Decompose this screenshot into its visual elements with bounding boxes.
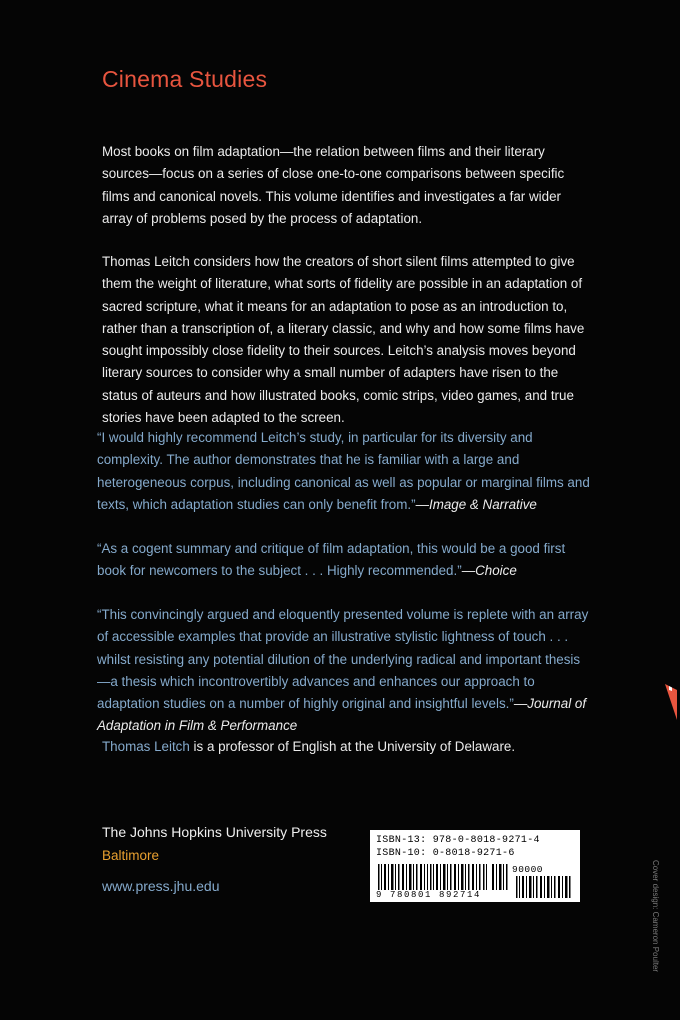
review-source: Choice <box>475 563 517 579</box>
review-text: “This convincingly argued and eloquently presented volume is replete with an array of accessible examples that provide an illustrative stylistic lightness of touch . . . whilst resisting any potential dilution of the underlying radical and important thesis—a thesis which incontrovertibly advances and enhances our approach to adaptation studies on a number of highly original and insightful levels.” <box>97 607 589 712</box>
review-source: Journal of Adaptation in Film & Performance <box>97 696 587 734</box>
author-bio <box>102 736 590 758</box>
review-text: “As a cogent summary and critique of film adaptation, this would be a good first book for newcomers to the subject . . . Highly recommended.” <box>97 541 566 579</box>
review-quote-1 <box>97 427 590 516</box>
barcode-label <box>370 830 580 902</box>
barcode-ean: 9 780801 892714 <box>376 890 496 900</box>
description-paragraph-1: Most books on film adaptation—the relation between films and their literary sources—focus on a series of close one-to-one comparisons between specific films and canonical novels. This volume identifies and investigates a far wider array of problems posed by the process of adaptation. <box>102 144 565 226</box>
author-name: Thomas Leitch <box>102 739 190 754</box>
publisher-city: Baltimore <box>102 848 160 863</box>
review-quote-3 <box>97 604 590 738</box>
barcode-addon: 90000 <box>512 864 544 875</box>
review-dash: — <box>415 496 429 512</box>
category-heading: Cinema Studies <box>102 66 268 92</box>
publisher-url[interactable]: www.press.jhu.edu <box>102 878 220 894</box>
review-text: “I would highly recommend Leitch’s study, in particular for its diversity and complexity. The author demonstrates that he is familiar with a large and heterogeneous corpus, including canonical as well as popular or marginal films and texts, which adaptation studies can only benefit from.” <box>97 430 590 512</box>
spine-marker-icon <box>663 684 677 720</box>
review-quote-2 <box>97 538 590 583</box>
isbn-13: ISBN-13: 978-0-8018-9271-4 <box>376 835 540 846</box>
cover-design-credit: Cover design: Cameron Poulter <box>651 860 660 973</box>
review-dash: — <box>461 563 476 579</box>
author-bio-text: is a professor of English at the University of Delaware. <box>189 739 516 754</box>
isbn-10: ISBN-10: 0-8018-9271-6 <box>376 848 515 859</box>
publisher-name: The Johns Hopkins University Press <box>102 824 327 840</box>
review-dash: — <box>513 696 528 712</box>
review-source: Image & Narrative <box>428 496 537 512</box>
description-paragraph-2: Thomas Leitch considers how the creators of short silent films attempted to give them the weight of literature, what sorts of fidelity are possible in an adaptation of sacred scripture, what it means for an adaptation to pose as an introduction to, rather than a transcription of, a literary classic, and why and how some films have sought impossibly close fidelity to their sources. Leitch’s analysis moves beyond literary sources to consider why a small number of adapters have risen to the status of auteurs and how illustrated books, comic strips, video games, and true stories have been adapted to the screen. <box>102 254 585 426</box>
